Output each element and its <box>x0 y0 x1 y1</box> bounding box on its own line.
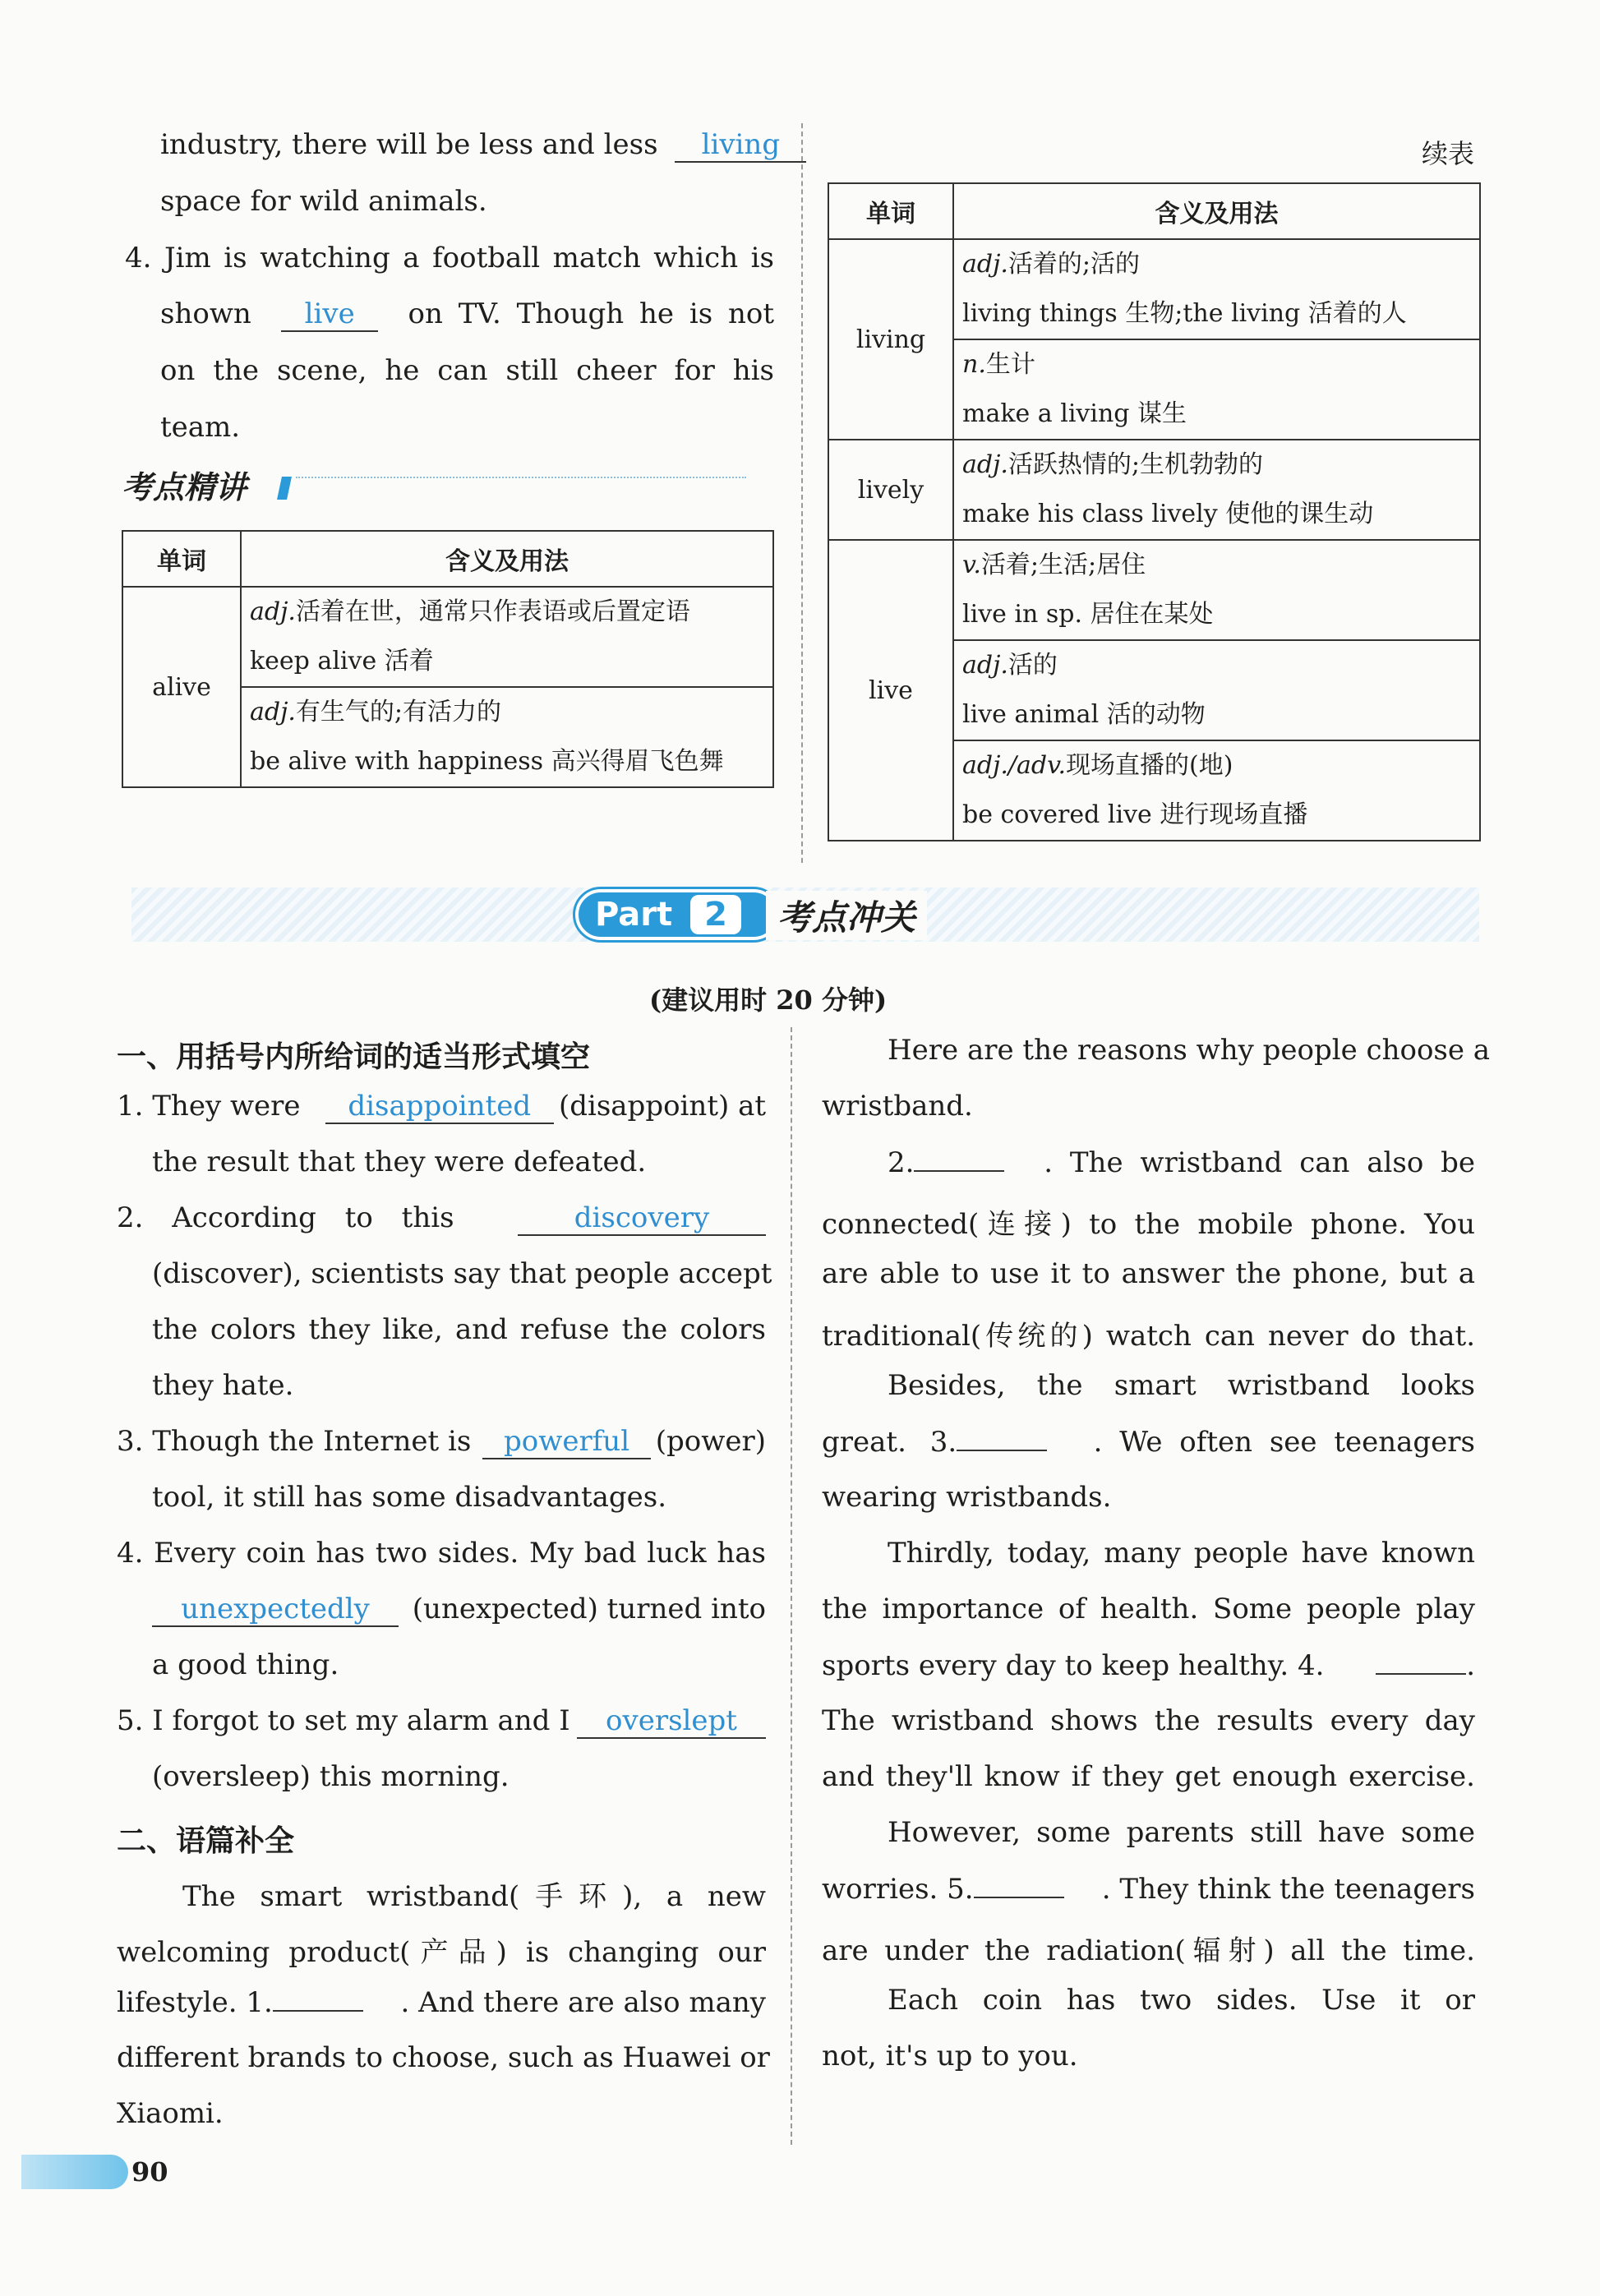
text-line: Each coin has two sides. Use it or <box>888 1984 1475 2017</box>
table-header: 单词 <box>828 183 953 239</box>
text-line: shown live on TV. Though he is not <box>160 297 774 330</box>
answer-blank: unexpectedly <box>152 1593 399 1627</box>
answer-blank: living <box>675 128 806 163</box>
question-4: 4. Every coin has two sides. My bad luck has <box>117 1537 766 1570</box>
question-2: 2. According to this discovery <box>117 1201 766 1236</box>
answer-blank: discovery <box>518 1201 766 1236</box>
text-line: worries. 5. . They think the teenagers <box>822 1873 1475 1906</box>
vocab-entry: n.生计 make a living 谋生 <box>953 339 1480 440</box>
text-line: The wristband shows the results every day <box>822 1704 1475 1737</box>
text-line: not, it's up to you. <box>822 2040 1078 2072</box>
answer-blank: disappointed <box>325 1090 554 1124</box>
text-line: wearing wristbands. <box>822 1481 1112 1514</box>
text-line: tool, it still has some disadvantages. <box>152 1481 667 1514</box>
text-line: and they'll know if they get enough exercise. <box>822 1760 1475 1793</box>
section-heading: 二、语篇补全 <box>117 1824 295 1858</box>
question-5: 5. I forgot to set my alarm and I overslept <box>117 1704 766 1739</box>
table-header: 含义及用法 <box>953 183 1480 239</box>
vocab-word: lively <box>828 440 953 540</box>
answer-blank <box>1376 1648 1466 1675</box>
answer-blank: live <box>281 297 378 332</box>
part-title: 考点冲关 <box>766 891 927 940</box>
vocab-entry: adj.活的 live animal 活的动物 <box>953 640 1480 740</box>
answer-blank <box>914 1146 1004 1172</box>
heading-rule <box>296 477 746 478</box>
text-line: wristband. <box>822 1090 973 1123</box>
text-line: Xiaomi. <box>117 2097 224 2130</box>
vocab-table-living <box>828 182 1481 841</box>
vocab-word: living <box>828 239 953 440</box>
answer-blank <box>957 1425 1047 1451</box>
text-line: the importance of health. Some people play <box>822 1593 1475 1625</box>
text-line: Besides, the smart wristband looks <box>888 1369 1475 1402</box>
table-header: 含义及用法 <box>241 531 773 587</box>
text-line: are able to use it to answer the phone, but a <box>822 1257 1475 1290</box>
text-line: great. 3. . We often see teenagers <box>822 1426 1475 1459</box>
part-badge: Part 2 <box>575 889 779 940</box>
text-line: Here are the reasons why people choose a <box>888 1034 1491 1067</box>
text-line: industry, there will be less and less living <box>160 128 806 163</box>
table-header: 单词 <box>122 531 241 587</box>
part-number: 2 <box>690 895 741 934</box>
text-line: Thirdly, today, many people have known <box>888 1537 1475 1570</box>
text-line: 4. Jim is watching a football match which is <box>125 242 774 274</box>
text-line: connected(连接) to the mobile phone. You <box>822 1208 1475 1241</box>
text-line: unexpectedly (unexpected) turned into <box>152 1593 766 1627</box>
vocab-entry: adj.有生气的;有活力的 be alive with happiness 高兴得眉飞色舞 <box>241 687 773 787</box>
text-line: sports every day to keep healthy. 4. . <box>822 1649 1475 1682</box>
vocab-entry: adj.活跃热情的;生机勃勃的 make his class lively 使他的课生动 <box>953 440 1480 540</box>
continued-label: 续表 <box>1422 138 1475 169</box>
question-1: 1. They were disappointed (disappoint) at <box>117 1090 766 1123</box>
text-line: The smart wristband(手环), a new <box>182 1880 766 1913</box>
vocab-word: live <box>828 540 953 841</box>
text-line: welcoming product(产品) is changing our <box>117 1936 766 1969</box>
vocab-entry: v.活着;生活;居住 live in sp. 居住在某处 <box>953 540 1480 640</box>
column-divider <box>791 1027 792 2145</box>
text-line: However, some parents still have some <box>888 1816 1475 1849</box>
page-number-bar <box>21 2155 128 2189</box>
text-line: different brands to choose, such as Huawei or <box>117 2041 770 2074</box>
vocab-entry: adj.活着在世，通常只作表语或后置定语 keep alive 活着 <box>241 587 773 687</box>
section-heading: 一、用括号内所给词的适当形式填空 <box>117 1040 591 1074</box>
vocab-entry: adj.活着的;活的 living things 生物;the living 活着的人 <box>953 239 1480 339</box>
page-number: 90 <box>131 2156 168 2188</box>
text-line: (discover), scientists say that people accept <box>152 1257 772 1290</box>
section-heading: 考点精讲 <box>122 469 247 505</box>
suggested-time: (建议用时 20 分钟) <box>649 984 888 1016</box>
vocab-table-alive <box>122 530 774 788</box>
text-line: space for wild animals. <box>160 185 487 218</box>
answer-blank: overslept <box>577 1704 766 1739</box>
text-line: 2. . The wristband can also be <box>888 1146 1475 1179</box>
text-line: the colors they like, and refuse the colors <box>152 1313 766 1346</box>
text-line: a good thing. <box>152 1648 339 1681</box>
text-line: (oversleep) this morning. <box>152 1760 510 1793</box>
text-line: traditional(传统的) watch can never do that. <box>822 1320 1475 1353</box>
column-divider <box>801 123 803 863</box>
vocab-entry: adj./adv.现场直播的(地) be covered live 进行现场直播 <box>953 740 1480 841</box>
answer-blank <box>273 1985 363 2012</box>
text-line: the result that they were defeated. <box>152 1146 647 1178</box>
vocab-word: alive <box>122 587 241 787</box>
question-3: 3. Though the Internet is powerful (power) <box>117 1425 766 1458</box>
answer-blank: powerful <box>482 1425 650 1459</box>
heading-marker <box>277 477 292 500</box>
text-line: on the scene, he can still cheer for his <box>160 354 774 387</box>
text-line: they hate. <box>152 1369 294 1402</box>
text-line: lifestyle. 1. . And there are also many <box>117 1986 766 2019</box>
text-line: team. <box>160 411 241 444</box>
text-line: are under the radiation(辐射) all the time. <box>822 1934 1475 1967</box>
answer-blank <box>974 1872 1064 1898</box>
